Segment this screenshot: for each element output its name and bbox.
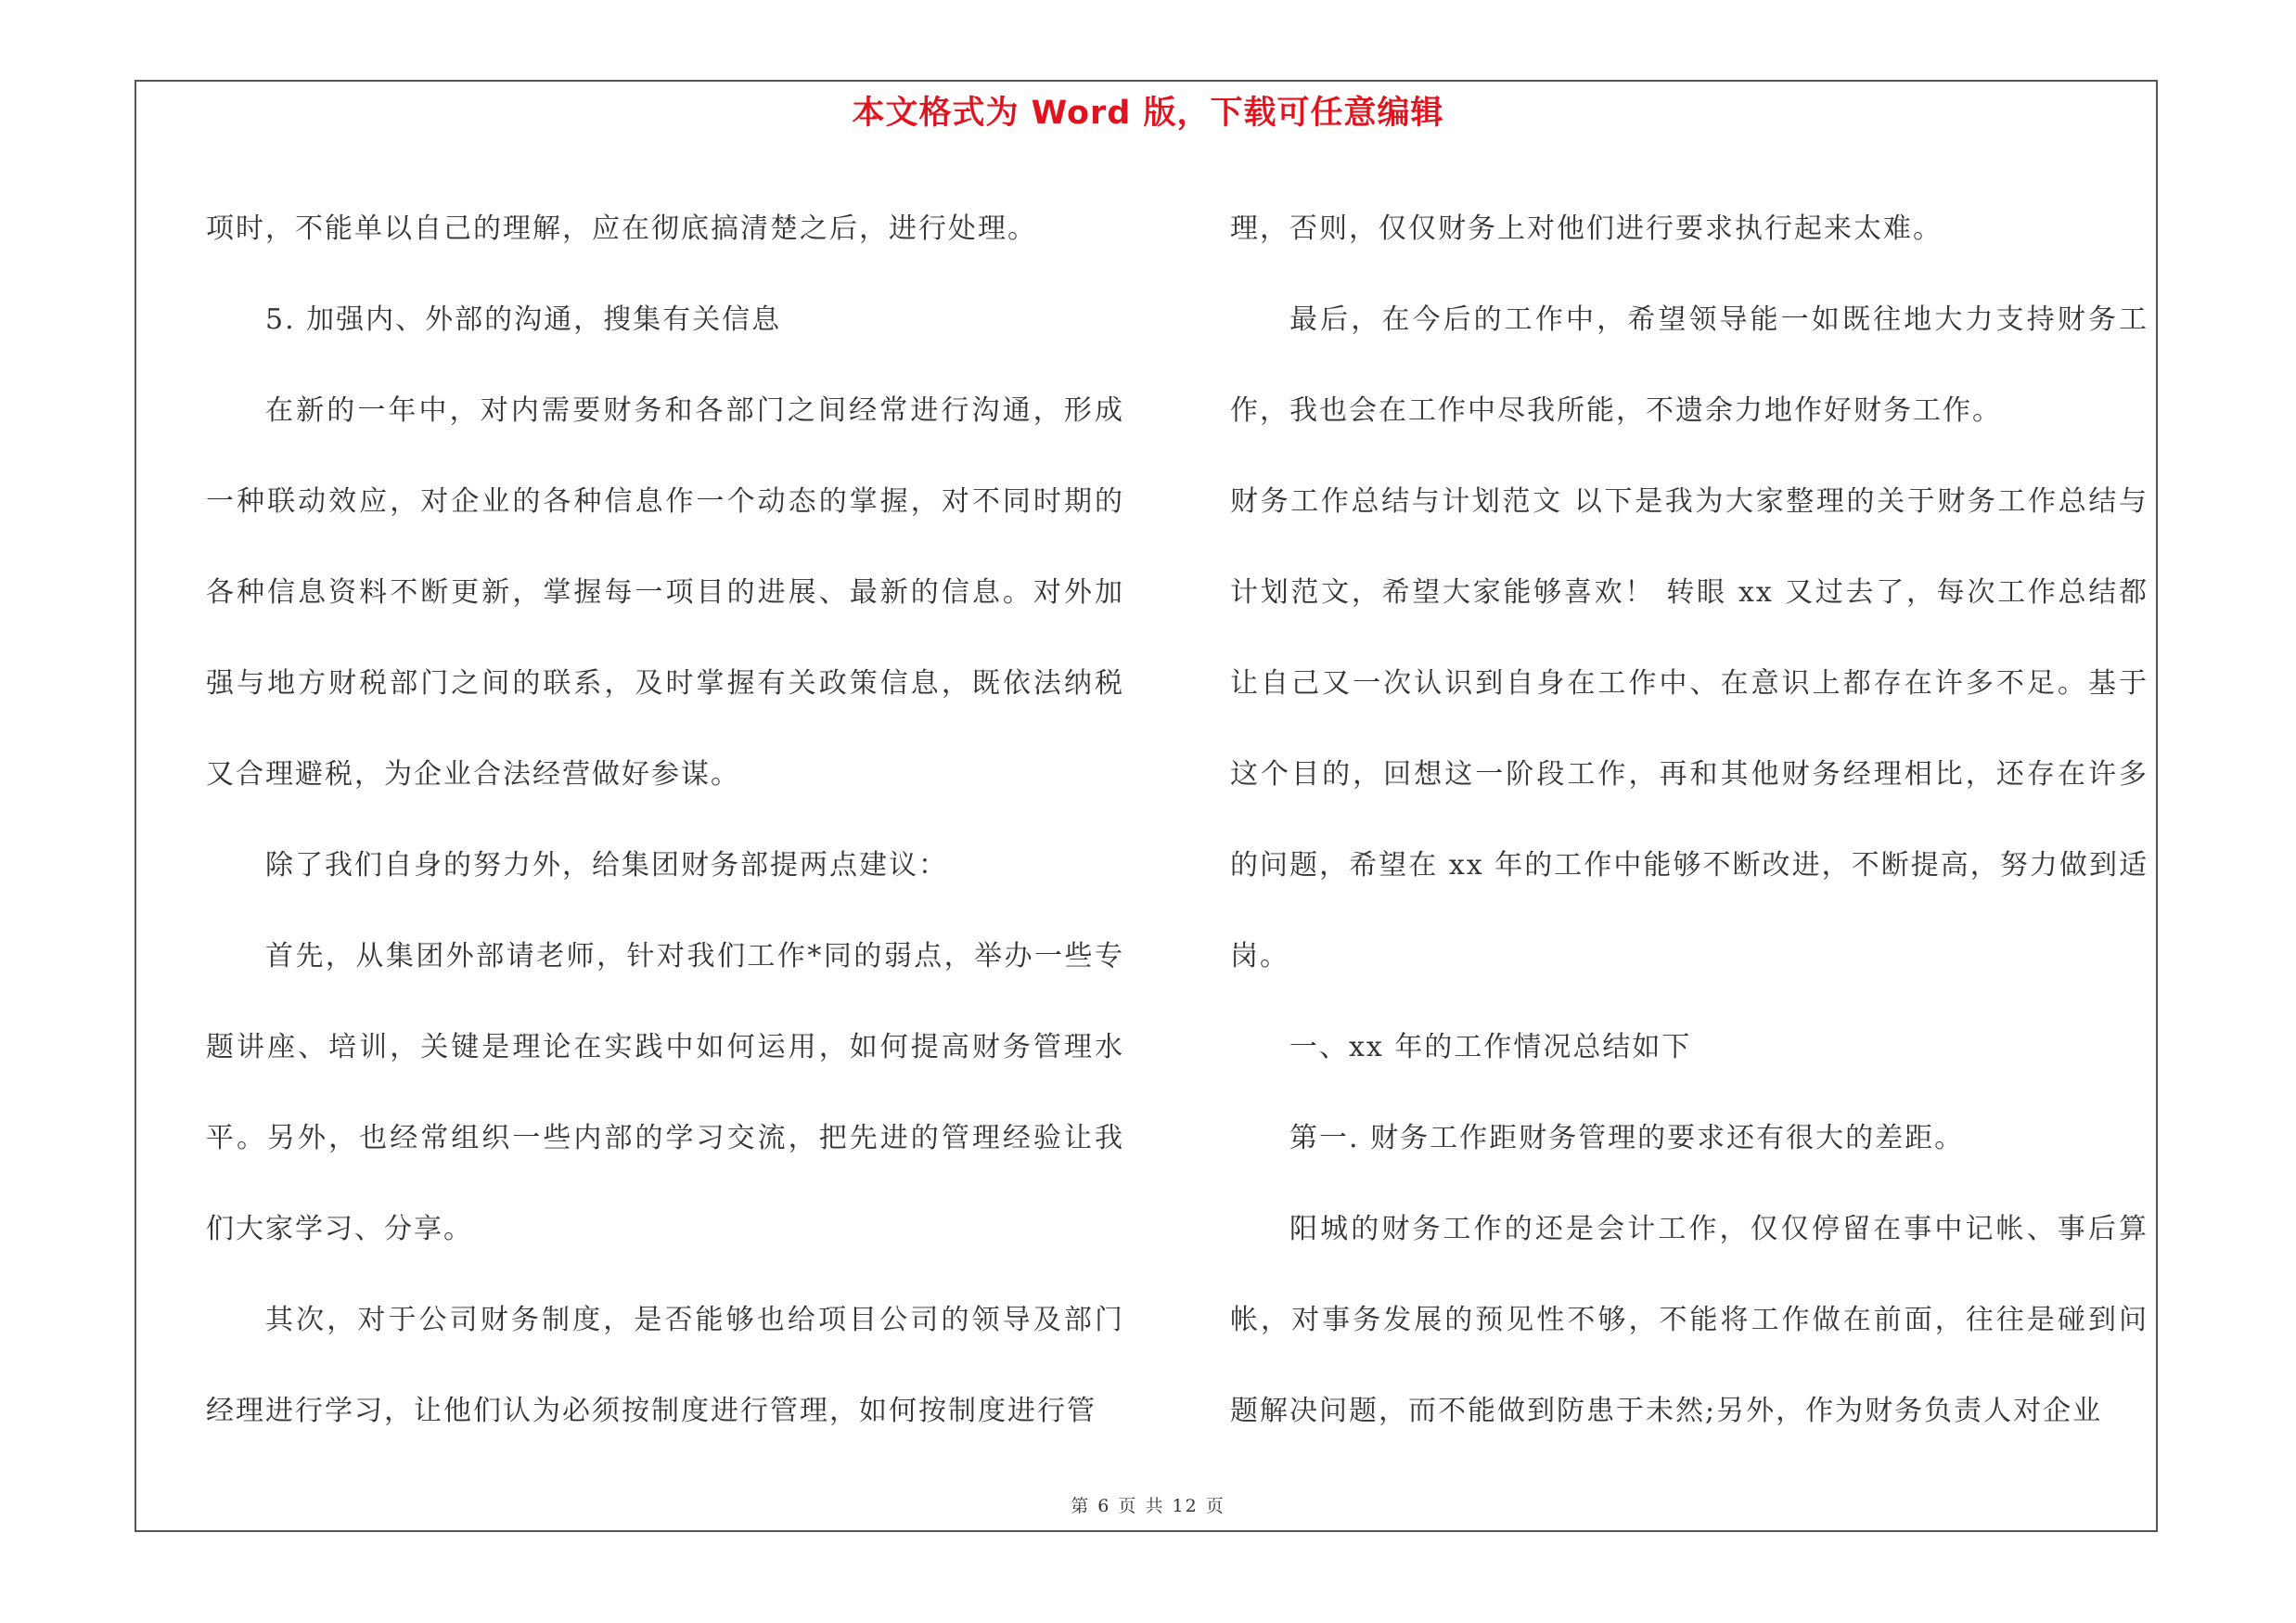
left-paragraph: 其次，对于公司财务制度，是否能够也给项目公司的领导及部门经理进行学习，让他们认为必须按制度进行管理，如何按制度进行管	[206, 1304, 1124, 1427]
editable-notice-banner: 本文格式为 Word 版，下载可任意编辑	[852, 95, 1444, 132]
left-paragraph: 在新的一年中，对内需要财务和各部门之间经常进行沟通，形成一种联动效应，对企业的各种信息作一个动态的掌握，对不同时期的各种信息资料不断更新，掌握每一项目的进展、最新的信息。对外加强与地方财税部门之间的联系，及时掌握有关政策信息，既依法纳税又合理避税，为企业合法经营做好参谋。	[206, 394, 1124, 791]
left-paragraph: 除了我们自身的努力外，给集团财务部提两点建议：	[265, 849, 948, 882]
page-number-footer: 第 6 页 共 12 页	[1071, 1496, 1225, 1516]
left-paragraph: 首先，从集团外部请老师，针对我们工作*同的弱点，举办一些专题讲座、培训，关键是理论在实践中如何运用，如何提高财务管理水平。另外，也经常组织一些内部的学习交流，把先进的管理经验让我们大家学习、分享。	[206, 940, 1124, 1245]
left-text-column	[206, 184, 1124, 1457]
right-section-heading: 第一. 财务工作距财务管理的要求还有很大的差距。	[1289, 1122, 1965, 1154]
left-section-heading: 5. 加强内、外部的沟通，搜集有关信息	[265, 303, 782, 336]
right-section-heading: 一、xx 年的工作情况总结如下	[1289, 1031, 1692, 1063]
left-paragraph: 项时，不能单以自己的理解，应在彻底搞清楚之后，进行处理。	[206, 213, 1037, 245]
right-paragraph: 最后，在今后的工作中，希望领导能一如既往地大力支持财务工作，我也会在工作中尽我所能，不遗余力地作好财务工作。	[1230, 303, 2148, 427]
right-paragraph: 阳城的财务工作的还是会计工作，仅仅停留在事中记帐、事后算帐，对事务发展的预见性不够，不能将工作做在前面，往往是碰到问题解决问题，而不能做到防患于未然;另外，作为财务负责人对企业	[1230, 1213, 2148, 1427]
right-paragraph: 财务工作总结与计划范文 以下是我为大家整理的关于财务工作总结与计划范文，希望大家能够喜欢！ 转眼 xx 又过去了，每次工作总结都让自己又一次认识到自身在工作中、在意识上都存在许多不足。基于这个目的，回想这一阶段工作，再和其他财务经理相比，还存在许多的问题，希望在 xx 年的工作中能够不断改进，不断提高，努力做到适岗。	[1230, 485, 2148, 973]
right-text-column	[1230, 184, 2148, 1457]
right-paragraph: 理，否则，仅仅财务上对他们进行要求执行起来太难。	[1230, 213, 1943, 245]
